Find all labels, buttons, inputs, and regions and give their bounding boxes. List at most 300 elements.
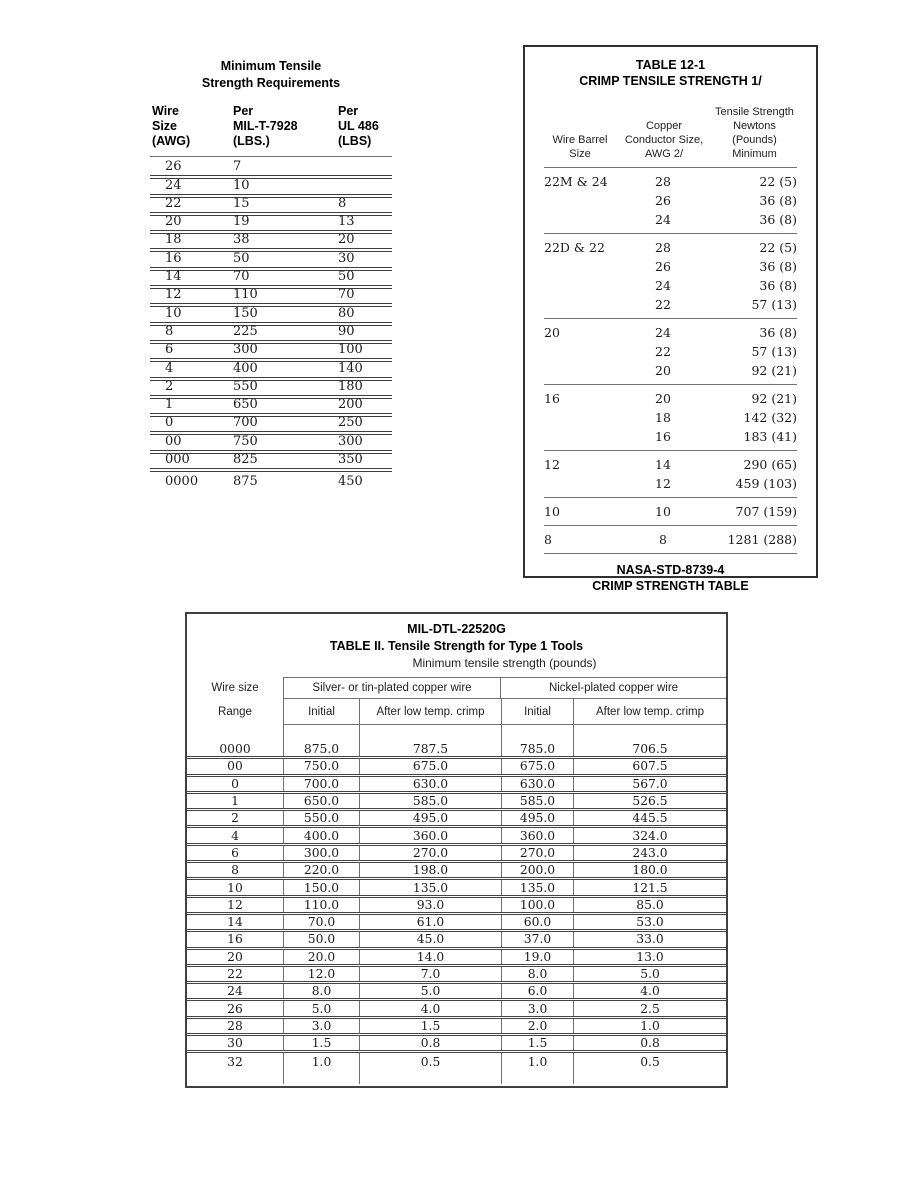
cell-wire-size-range: 4: [231, 828, 239, 843]
cell-silver-after-crimp: 135.0: [359, 880, 501, 894]
cell-mil-t-7928: 50: [233, 250, 250, 266]
cell-conductor-size: 10: [655, 504, 671, 519]
cell-conductor-size: 28: [655, 174, 671, 189]
cell-nickel-initial: 360.0: [501, 828, 573, 842]
table-row: [150, 378, 392, 399]
barrel-size-group: [544, 319, 797, 385]
cell-nickel-after-crimp: 0.8: [573, 1036, 726, 1050]
cell-wire-size: 0: [165, 415, 174, 431]
cell-nickel-after-crimp: 526.5: [573, 794, 726, 808]
cell-wire-size-range: 10: [227, 880, 243, 895]
header-spacer: [359, 725, 501, 742]
cell-wire-barrel-size: [544, 191, 620, 210]
table-row: [187, 794, 726, 811]
cell-nickel-after-crimp: 33.0: [573, 932, 726, 946]
table-row: [150, 435, 392, 453]
cell-wire-size: 24: [165, 177, 182, 193]
table-row: [187, 967, 726, 984]
header-spacer: [187, 725, 283, 742]
cell-ul-486: 20: [338, 232, 355, 248]
table-row: [187, 880, 726, 897]
table-row: [150, 216, 392, 234]
table-row: [187, 828, 726, 845]
column-header-line: Wire: [152, 104, 179, 118]
cell-silver-initial: 750.0: [283, 759, 359, 773]
table-title: [187, 621, 726, 655]
cell-silver-after-crimp: 4.0: [359, 1001, 501, 1015]
cell-nickel-initial: 37.0: [501, 932, 573, 946]
cell-tensile-strength: 57 (13): [751, 297, 797, 312]
cell-nickel-after-crimp: 1.0: [573, 1019, 726, 1033]
cell-tensile-strength: 36 (8): [759, 278, 797, 293]
cell-ul-486: 450: [338, 474, 363, 490]
column-header-line: Conductor Size,: [624, 134, 704, 146]
cell-wire-size: 12: [165, 287, 182, 303]
cell-wire-barrel-size: [544, 408, 620, 427]
cell-nickel-initial: 1.0: [501, 1053, 573, 1070]
cell-tensile-strength: 1281 (288): [727, 532, 797, 547]
cell-silver-initial: 50.0: [283, 932, 359, 946]
cell-wire-size: 16: [165, 250, 182, 266]
table-row: [544, 530, 797, 549]
table-row: [544, 191, 797, 210]
cell-silver-after-crimp: 270.0: [359, 846, 501, 860]
cell-mil-t-7928: 750: [233, 433, 258, 449]
cell-conductor-size: 14: [655, 457, 671, 472]
cell-wire-size-range: 8: [231, 863, 239, 878]
cell-ul-486: 90: [338, 323, 355, 339]
cell-wire-barrel-size: [544, 342, 620, 361]
table-title-line1: Minimum Tensile: [220, 59, 322, 73]
cell-tensile-strength: 36 (8): [759, 259, 797, 274]
cell-wire-size: 22: [165, 195, 182, 211]
table-row: [187, 759, 726, 776]
cell-wire-size: 4: [165, 360, 174, 376]
column-header-line: Size: [569, 148, 591, 160]
header-rule: [150, 156, 392, 157]
cell-nickel-initial: 200.0: [501, 863, 573, 877]
header-spacer: [283, 725, 359, 742]
cell-mil-t-7928: 15: [233, 195, 250, 211]
table-filler-row: [187, 1071, 726, 1084]
cell-wire-size-range: 28: [227, 1018, 243, 1033]
barrel-size-group: [544, 451, 797, 498]
cell-nickel-initial: 6.0: [501, 984, 573, 998]
cell-wire-barrel-size: [544, 361, 620, 380]
cell-tensile-strength: 92 (21): [751, 391, 797, 406]
cell-mil-t-7928: 825: [233, 452, 258, 468]
cell-mil-t-7928: 875: [233, 474, 258, 490]
cell-mil-t-7928: 7: [233, 159, 242, 175]
cell-silver-after-crimp: 630.0: [359, 777, 501, 791]
cell-wire-size: 14: [165, 269, 182, 285]
cell-nickel-initial: 100.0: [501, 898, 573, 912]
cell-ul-486: 13: [338, 214, 355, 230]
column-header-line: (AWG): [152, 134, 191, 148]
table-footer: [544, 562, 797, 594]
cell-tensile-strength: 22 (5): [759, 240, 797, 255]
table-row: [544, 257, 797, 276]
cell-wire-size: 0000: [165, 474, 199, 490]
cell-wire-size: 18: [165, 232, 182, 248]
table-row: [150, 289, 392, 307]
cell-conductor-size: 26: [655, 193, 671, 208]
cell-wire-size-range: 20: [227, 949, 243, 964]
barrel-size-group: [544, 234, 797, 319]
cell-wire-barrel-size: 22D & 22: [544, 240, 605, 255]
table-row: [544, 427, 797, 446]
cell-mil-t-7928: 700: [233, 415, 258, 431]
header-nickel-after-crimp: After low temp. crimp: [573, 699, 726, 725]
header-nickel-initial: Initial: [501, 699, 573, 725]
cell-silver-initial: 70.0: [283, 915, 359, 929]
cell-silver-initial: 1.0: [283, 1053, 359, 1070]
cell-silver-initial: 220.0: [283, 863, 359, 877]
table-row: [544, 295, 797, 314]
cell-tensile-strength: 36 (8): [759, 325, 797, 340]
cell-silver-after-crimp: 495.0: [359, 811, 501, 825]
cell-silver-after-crimp: 787.5: [359, 742, 501, 756]
cell-wire-size: 1: [165, 397, 174, 413]
table-row: [187, 863, 726, 880]
table-title-line2: Strength Requirements: [201, 76, 341, 90]
table-title-line2: TABLE II. Tensile Strength for Type 1 Tools: [329, 639, 584, 653]
column-header-line: MIL-T-7928: [233, 119, 298, 133]
cell-silver-initial: 12.0: [283, 967, 359, 981]
cell-silver-initial: 5.0: [283, 1001, 359, 1015]
cell-silver-initial: 550.0: [283, 811, 359, 825]
cell-ul-486: 80: [338, 305, 355, 321]
cell-conductor-size: 26: [655, 259, 671, 274]
cell-silver-initial: 400.0: [283, 828, 359, 842]
table-row: [187, 915, 726, 932]
cell-nickel-after-crimp: 607.5: [573, 759, 726, 773]
cell-wire-size: 2: [165, 378, 174, 394]
cell-mil-t-7928: 225: [233, 323, 258, 339]
header-silver-after-crimp: After low temp. crimp: [359, 699, 501, 725]
cell-silver-after-crimp: 585.0: [359, 794, 501, 808]
cell-nickel-initial: 60.0: [501, 915, 573, 929]
table-title-line1: MIL-DTL-22520G: [407, 622, 506, 636]
cell-wire-barrel-size: [544, 295, 620, 314]
cell-tensile-strength: 36 (8): [759, 212, 797, 227]
cell-wire-barrel-size: [544, 427, 620, 446]
min-tensile-strength-table: [150, 58, 392, 490]
table-row: [544, 342, 797, 361]
table-row: [187, 950, 726, 967]
cell-ul-486: 30: [338, 250, 355, 266]
cell-wire-size-range: 6: [231, 845, 239, 860]
header-spacer: [573, 725, 726, 742]
cell-silver-after-crimp: 0.8: [359, 1036, 501, 1050]
cell-nickel-after-crimp: 324.0: [573, 828, 726, 842]
nasa-crimp-strength-table: [523, 45, 818, 593]
table-row: [187, 898, 726, 915]
cell-silver-initial: 110.0: [283, 898, 359, 912]
header-wire-size: Wire size: [211, 682, 259, 694]
table-row: [544, 408, 797, 427]
cell-mil-t-7928: 150: [233, 305, 258, 321]
cell-wire-size-range: 14: [227, 915, 243, 930]
barrel-size-group: [544, 498, 797, 526]
column-header-line: AWG 2/: [644, 148, 684, 160]
cell-silver-after-crimp: 14.0: [359, 950, 501, 964]
cell-tensile-strength: 707 (159): [735, 504, 797, 519]
cell-wire-size-range: 30: [227, 1036, 243, 1051]
column-header-line: UL 486: [338, 119, 379, 133]
cell-mil-t-7928: 110: [233, 287, 258, 303]
cell-nickel-initial: 135.0: [501, 880, 573, 894]
column-headers: [544, 105, 797, 161]
cell-silver-initial: 650.0: [283, 794, 359, 808]
table-row: [187, 932, 726, 949]
cell-nickel-after-crimp: 5.0: [573, 967, 726, 981]
cell-wire-size: 00: [165, 433, 182, 449]
cell-wire-size-range: 0000: [219, 742, 251, 757]
cell-silver-after-crimp: 7.0: [359, 967, 501, 981]
cell-silver-initial: 3.0: [283, 1019, 359, 1033]
mil-dtl-22520g-table: [185, 612, 728, 1088]
header-range: Range: [218, 706, 252, 718]
table-row: [544, 172, 797, 191]
cell-ul-486: 250: [338, 415, 363, 431]
cell-silver-initial: 700.0: [283, 777, 359, 791]
cell-nickel-initial: 8.0: [501, 967, 573, 981]
cell-nickel-after-crimp: 85.0: [573, 898, 726, 912]
table-row: [187, 811, 726, 828]
cell-conductor-size: 24: [655, 278, 671, 293]
cell-nickel-initial: 630.0: [501, 777, 573, 791]
cell-wire-size-range: 0: [231, 776, 239, 791]
table-row: [187, 1019, 726, 1036]
cell-wire-barrel-size: 8: [544, 532, 552, 547]
cell-nickel-initial: 585.0: [501, 794, 573, 808]
column-header-line: (LBS): [338, 134, 372, 148]
cell-wire-barrel-size: [544, 257, 620, 276]
table-row: [187, 1036, 726, 1053]
table-row: [150, 417, 392, 435]
cell-wire-barrel-size: 20: [544, 325, 560, 340]
table-row: [544, 238, 797, 257]
header-group-nickel: Nickel-plated copper wire: [501, 677, 726, 699]
table-row: [150, 307, 392, 325]
cell-nickel-after-crimp: 4.0: [573, 984, 726, 998]
cell-silver-after-crimp: 198.0: [359, 863, 501, 877]
table-row: [150, 195, 392, 216]
cell-nickel-initial: 785.0: [501, 742, 573, 756]
cell-conductor-size: 18: [655, 410, 671, 425]
cell-conductor-size: 8: [659, 532, 667, 547]
table-row: [150, 399, 392, 417]
barrel-size-group: [544, 168, 797, 234]
cell-tensile-strength: 459 (103): [735, 476, 797, 491]
cell-mil-t-7928: 300: [233, 342, 258, 358]
table-row: [187, 777, 726, 794]
cell-nickel-initial: 19.0: [501, 950, 573, 964]
cell: [501, 1071, 573, 1084]
column-header: [233, 104, 338, 149]
cell-wire-barrel-size: 10: [544, 504, 560, 519]
table-row: [187, 984, 726, 1001]
cell-nickel-initial: 3.0: [501, 1001, 573, 1015]
header-group-silver: Silver- or tin-plated copper wire: [283, 677, 501, 699]
table-row: [544, 276, 797, 295]
table-row: [544, 323, 797, 342]
cell-mil-t-7928: 400: [233, 360, 258, 376]
cell-conductor-size: 20: [655, 363, 671, 378]
cell-mil-t-7928: 550: [233, 378, 258, 394]
column-header: [712, 105, 797, 161]
table-body: [544, 168, 797, 554]
cell-nickel-after-crimp: 445.5: [573, 811, 726, 825]
table-title-line1: TABLE 12-1: [635, 58, 706, 72]
column-header-line: Minimum: [732, 148, 777, 160]
table-row: [150, 323, 392, 344]
table-row: [150, 161, 392, 179]
cell-nickel-after-crimp: 121.5: [573, 880, 726, 894]
cell-nickel-after-crimp: 243.0: [573, 846, 726, 860]
table-subtitle: Minimum tensile strength (pounds): [412, 656, 597, 670]
cell-wire-barrel-size: [544, 474, 620, 493]
table-title-line2: CRIMP TENSILE STRENGTH 1/: [579, 74, 762, 88]
cell: [283, 1071, 359, 1084]
cell-mil-t-7928: 10: [233, 177, 250, 193]
cell-nickel-initial: 495.0: [501, 811, 573, 825]
column-header-line: Per: [233, 104, 254, 118]
cell-ul-486: 50: [338, 269, 355, 285]
table-row: [150, 362, 392, 380]
cell-conductor-size: 24: [655, 212, 671, 227]
cell-wire-size-range: 2: [231, 811, 239, 826]
cell-wire-barrel-size: 12: [544, 457, 560, 472]
table-body: [187, 742, 726, 1071]
cell-nickel-initial: 2.0: [501, 1019, 573, 1033]
cell-mil-t-7928: 70: [233, 269, 250, 285]
table-title: [544, 57, 797, 89]
table-row: [544, 361, 797, 380]
cell-mil-t-7928: 38: [233, 232, 250, 248]
cell: [187, 1071, 283, 1084]
cell-silver-initial: 875.0: [283, 742, 359, 756]
table-row: [187, 1053, 726, 1070]
cell-ul-486: 8: [338, 195, 347, 211]
cell-wire-size-range: 1: [231, 794, 239, 809]
column-header: [338, 104, 392, 149]
cell-tensile-strength: 142 (32): [743, 410, 797, 425]
column-header-line: Per: [338, 104, 359, 118]
column-header-line: Copper: [645, 120, 683, 132]
cell-silver-initial: 150.0: [283, 880, 359, 894]
table-row: [544, 455, 797, 474]
cell-silver-after-crimp: 1.5: [359, 1019, 501, 1033]
cell-silver-after-crimp: 45.0: [359, 932, 501, 946]
column-headers: [150, 104, 392, 149]
cell-conductor-size: 20: [655, 391, 671, 406]
cell-wire-size: 8: [165, 323, 174, 339]
barrel-size-group: [544, 526, 797, 554]
cell-wire-size-range: 26: [227, 1001, 243, 1016]
cell-wire-barrel-size: [544, 210, 620, 229]
cell-wire-size: 000: [165, 452, 190, 468]
column-header: [544, 133, 616, 161]
table-row: [544, 210, 797, 229]
table-row: [150, 234, 392, 252]
header-silver-initial: Initial: [283, 699, 359, 725]
cell-conductor-size: 22: [655, 297, 671, 312]
cell-silver-after-crimp: 5.0: [359, 984, 501, 998]
cell-nickel-after-crimp: 2.5: [573, 1001, 726, 1015]
cell-conductor-size: 28: [655, 240, 671, 255]
cell-tensile-strength: 290 (65): [743, 457, 797, 472]
cell-conductor-size: 24: [655, 325, 671, 340]
cell-wire-size: 6: [165, 342, 174, 358]
table-row: [544, 389, 797, 408]
table-row: [544, 474, 797, 493]
table-row: [150, 472, 392, 490]
column-header-line: Wire Barrel: [552, 134, 608, 146]
cell-mil-t-7928: 19: [233, 214, 250, 230]
table-body: [150, 161, 392, 490]
cell-nickel-initial: 270.0: [501, 846, 573, 860]
cell-ul-486: 100: [338, 342, 363, 358]
cell-silver-after-crimp: 360.0: [359, 828, 501, 842]
cell-silver-after-crimp: 61.0: [359, 915, 501, 929]
cell-conductor-size: 12: [655, 476, 671, 491]
table-row: [544, 502, 797, 521]
cell-silver-after-crimp: 675.0: [359, 759, 501, 773]
cell: [359, 1071, 501, 1084]
cell-silver-initial: 20.0: [283, 950, 359, 964]
column-header-line: Size: [152, 119, 178, 133]
column-header-line: Newtons (Pounds): [732, 120, 777, 146]
cell-mil-t-7928: 650: [233, 397, 258, 413]
cell-wire-size: 10: [165, 305, 182, 321]
cell-tensile-strength: 22 (5): [759, 174, 797, 189]
cell-nickel-after-crimp: 180.0: [573, 863, 726, 877]
cell-tensile-strength: 57 (13): [751, 344, 797, 359]
cell-tensile-strength: 183 (41): [743, 429, 797, 444]
column-headers: [187, 677, 726, 742]
cell-ul-486: 300: [338, 433, 363, 449]
cell-nickel-after-crimp: 13.0: [573, 950, 726, 964]
cell-wire-size-range: 24: [227, 984, 243, 999]
cell-tensile-strength: 92 (21): [751, 363, 797, 378]
cell-wire-barrel-size: 22M & 24: [544, 174, 608, 189]
header-spacer: [501, 725, 573, 742]
column-header: [152, 104, 233, 149]
cell-nickel-initial: 675.0: [501, 759, 573, 773]
table-row: [150, 252, 392, 270]
table-row: [150, 271, 392, 289]
cell-wire-barrel-size: [544, 276, 620, 295]
table-row: [150, 179, 392, 197]
column-header-line: (LBS.): [233, 134, 270, 148]
table-row: [187, 846, 726, 863]
cell-tensile-strength: 36 (8): [759, 193, 797, 208]
table-row: [150, 344, 392, 362]
cell-wire-size-range: 12: [227, 897, 243, 912]
column-header-line: Tensile Strength: [715, 106, 794, 118]
cell: [573, 1071, 726, 1084]
cell-nickel-after-crimp: 53.0: [573, 915, 726, 929]
cell-silver-after-crimp: 0.5: [359, 1053, 501, 1070]
table-title: [150, 58, 392, 92]
cell-nickel-after-crimp: 567.0: [573, 777, 726, 791]
cell-conductor-size: 16: [655, 429, 671, 444]
cell-ul-486: 200: [338, 397, 363, 413]
cell-ul-486: 180: [338, 378, 363, 394]
cell-silver-initial: 1.5: [283, 1036, 359, 1050]
